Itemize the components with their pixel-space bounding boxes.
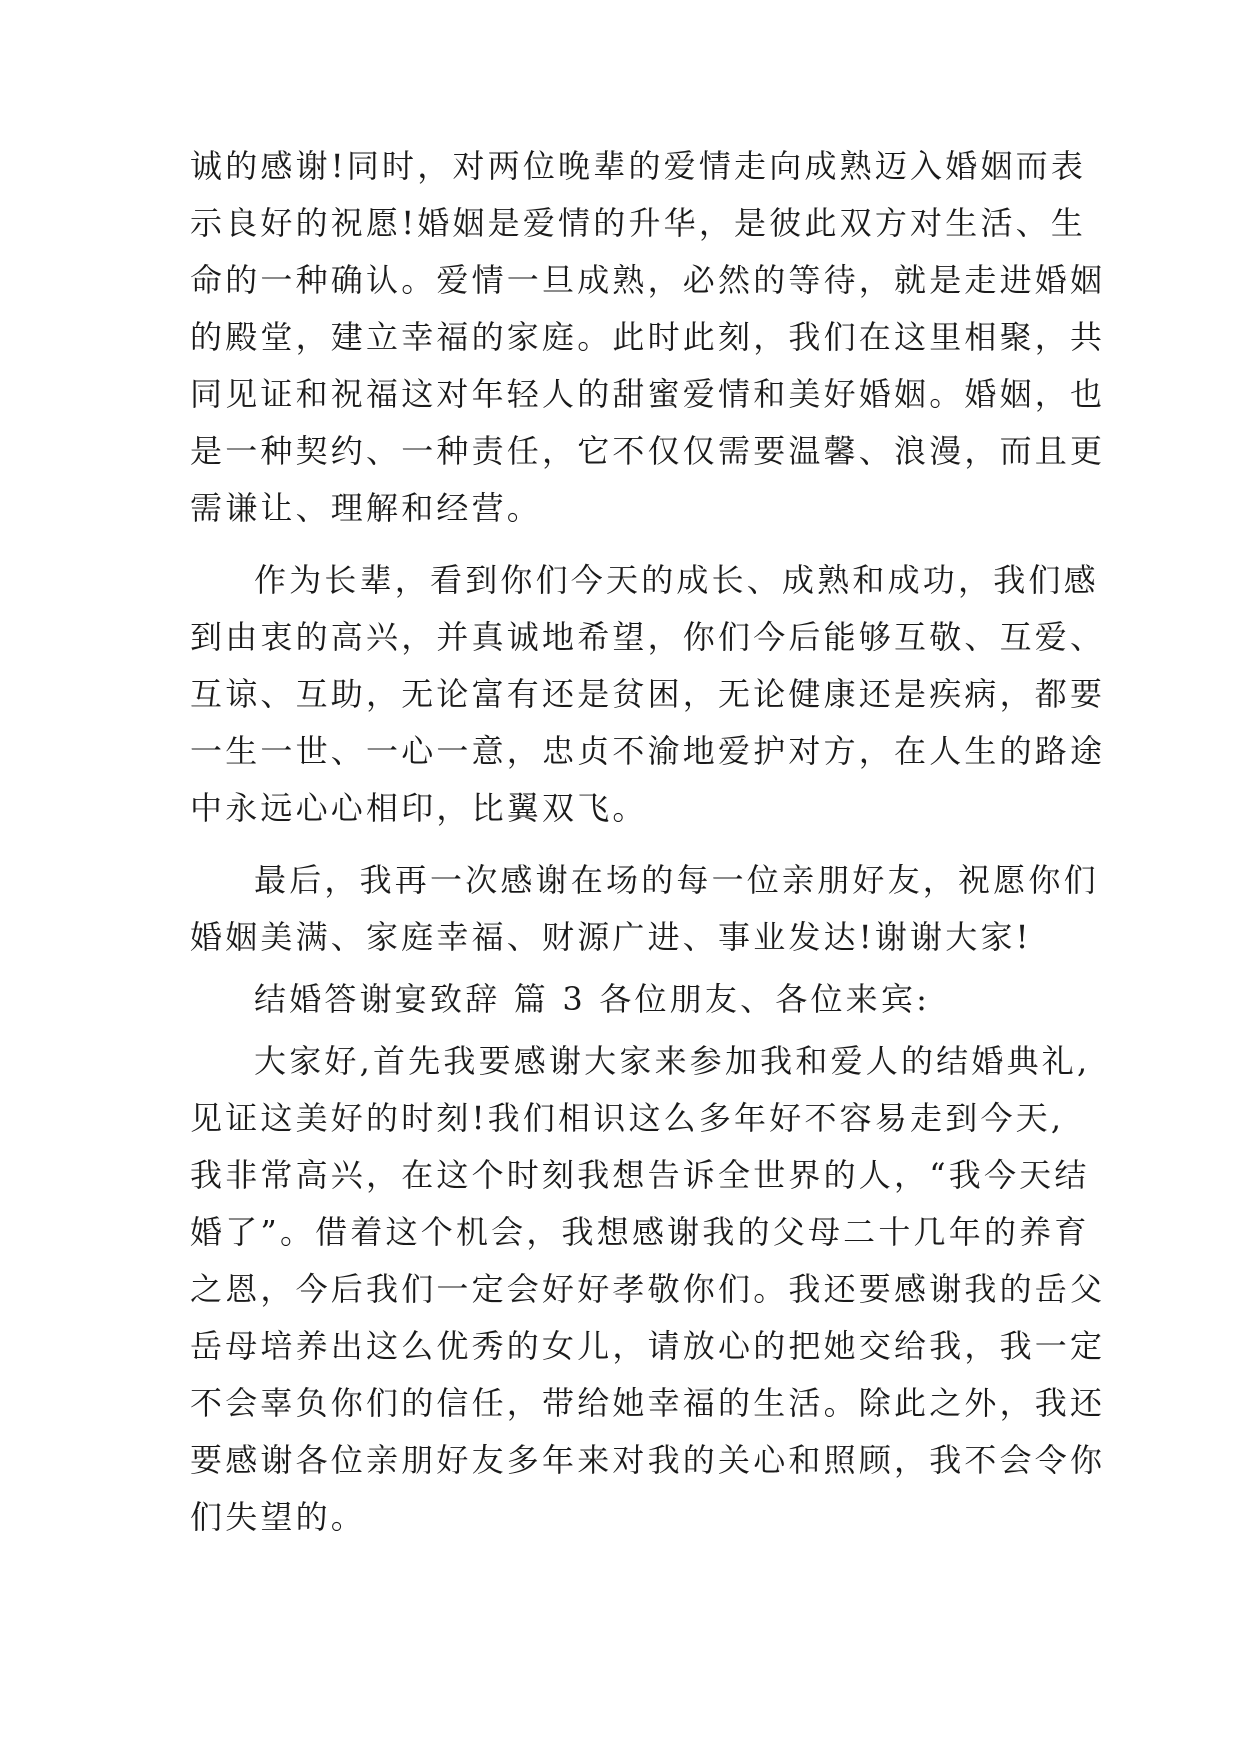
text-line: 要感谢各位亲朋好友多年来对我的关心和照顾，我不会令你 — [190, 1441, 1106, 1479]
paragraph-first-line: 最后，我再一次感谢在场的每一位亲朋好友，祝愿你们 — [254, 861, 1099, 899]
paragraph-first-line: 作为长辈，看到你们今天的成长、成熟和成功，我们感 — [254, 561, 1099, 599]
text-line: 不会辜负你们的信任，带给她幸福的生活。除此之外，我还 — [190, 1384, 1106, 1422]
text-line: 之恩，今后我们一定会好好孝敬你们。我还要感谢我的岳父 — [190, 1270, 1106, 1308]
text-line: 婚了”。借着这个机会，我想感谢我的父母二十几年的养育 — [190, 1213, 1090, 1251]
text-line: 需谦让、理解和经营。 — [190, 489, 543, 527]
text-line: 诚的感谢!同时，对两位晚辈的爱情走向成熟迈入婚姻而表 — [190, 147, 1087, 185]
paragraph-first-line: 大家好,首先我要感谢大家来参加我和爱人的结婚典礼, — [254, 1042, 1091, 1080]
text-line: 是一种契约、一种责任，它不仅仅需要温馨、浪漫，而且更 — [190, 432, 1106, 470]
text-line: 我非常高兴，在这个时刻我想告诉全世界的人，“我今天结 — [190, 1156, 1090, 1194]
text-line: 命的一种确认。爱情一旦成熟，必然的等待，就是走进婚姻 — [190, 261, 1106, 299]
text-line: 婚姻美满、家庭幸福、财源广进、事业发达!谢谢大家! — [190, 918, 1032, 956]
text-line: 岳母培养出这么优秀的女儿，请放心的把她交给我，我一定 — [190, 1327, 1106, 1365]
text-line: 的殿堂，建立幸福的家庭。此时此刻，我们在这里相聚，共 — [190, 318, 1106, 356]
text-line: 们失望的。 — [190, 1498, 367, 1536]
text-line: 中永远心心相印，比翼双飞。 — [190, 789, 648, 827]
section-heading: 结婚答谢宴致辞 篇 3 各位朋友、各位来宾: — [254, 980, 931, 1018]
text-line: 到由衷的高兴，并真诚地希望，你们今后能够互敬、互爱、 — [190, 618, 1106, 656]
text-line: 同见证和祝福这对年轻人的甜蜜爱情和美好婚姻。婚姻，也 — [190, 375, 1106, 413]
text-line: 一生一世、一心一意，忠贞不渝地爱护对方，在人生的路途 — [190, 732, 1106, 770]
text-line: 互谅、互助，无论富有还是贫困，无论健康还是疾病，都要 — [190, 675, 1106, 713]
text-line: 见证这美好的时刻!我们相识这么多年好不容易走到今天, — [190, 1099, 1065, 1137]
text-line: 示良好的祝愿!婚姻是爱情的升华，是彼此双方对生活、生 — [190, 204, 1087, 242]
